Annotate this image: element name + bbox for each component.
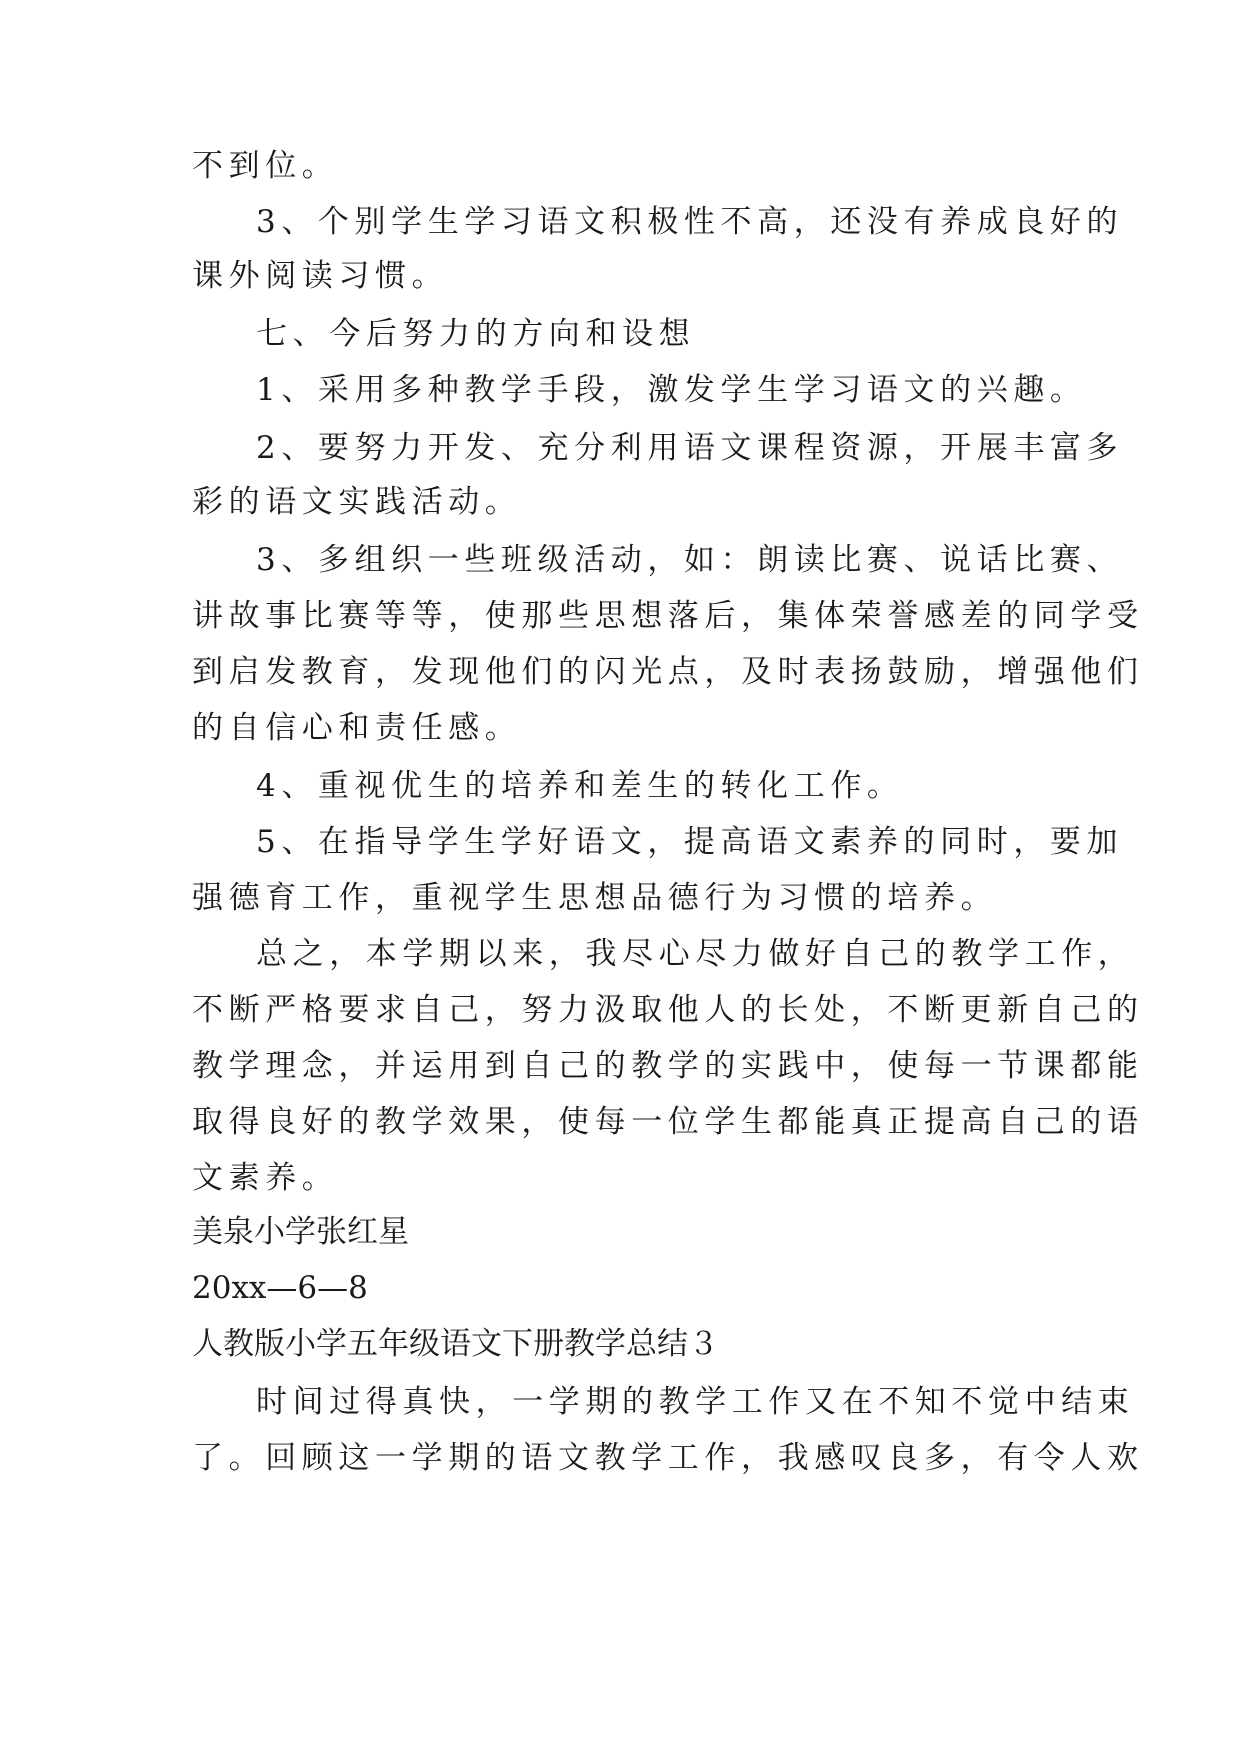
text-line: 4、重视优生的培养和差生的转化工作。	[256, 768, 904, 804]
text-line: 2、要努力开发、充分利用语文课程资源，开展丰富多	[256, 430, 1124, 466]
text-line: 到启发教育，发现他们的闪光点，及时表扬鼓励，增强他们	[192, 654, 1144, 690]
text-line: 彩的语文实践活动。	[192, 484, 522, 520]
text-line: 教学理念，并运用到自己的教学的实践中，使每一节课都能	[192, 1048, 1144, 1084]
text-line: 3、个别学生学习语文积极性不高，还没有养成良好的	[256, 204, 1124, 240]
text-line: 1、采用多种教学手段，激发学生学习语文的兴趣。	[256, 372, 1087, 408]
text-line: 文素养。	[192, 1160, 339, 1196]
document-heading: 人教版小学五年级语文下册教学总结３	[192, 1326, 719, 1362]
text-line: 的自信心和责任感。	[192, 710, 522, 746]
text-line: 不断严格要求自己，努力汲取他人的长处，不断更新自己的	[192, 992, 1144, 1028]
text-line: 课外阅读习惯。	[192, 258, 449, 294]
text-line: 讲故事比赛等等，使那些思想落后，集体荣誉感差的同学受	[192, 598, 1144, 634]
text-line: 取得良好的教学效果，使每一位学生都能真正提高自己的语	[192, 1104, 1144, 1140]
text-line: 强德育工作，重视学生思想品德行为习惯的培养。	[192, 880, 998, 916]
text-line: 总之，本学期以来，我尽心尽力做好自己的教学工作，	[256, 936, 1135, 972]
author-name: 美泉小学张红星	[192, 1214, 409, 1250]
text-line: 时间过得真快，一学期的教学工作又在不知不觉中结束	[256, 1384, 1135, 1420]
text-line: 3、多组织一些班级活动，如：朗读比赛、说话比赛、	[256, 542, 1124, 578]
text-line: 不到位。	[192, 148, 339, 184]
section-heading: 七、今后努力的方向和设想	[256, 316, 696, 352]
date-line: 20xx—6—8	[192, 1270, 368, 1306]
text-line: 5、在指导学生学好语文，提高语文素养的同时，要加	[256, 824, 1124, 860]
text-line: 了。回顾这一学期的语文教学工作，我感叹良多，有令人欢	[192, 1440, 1144, 1476]
